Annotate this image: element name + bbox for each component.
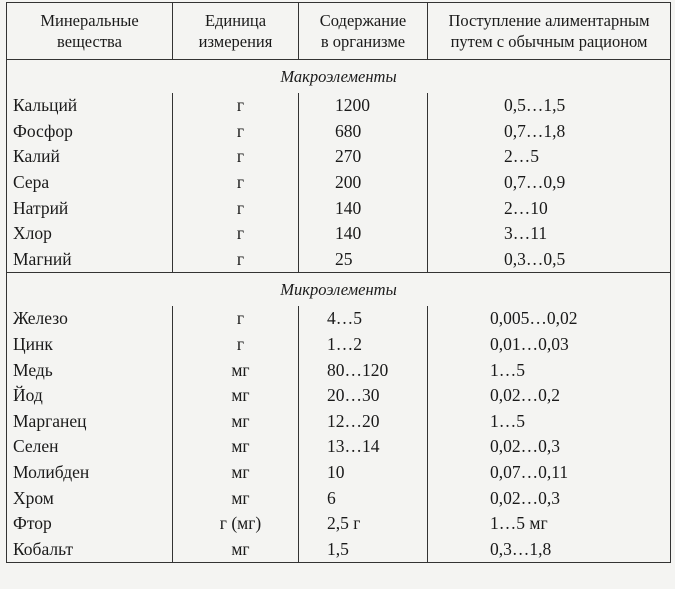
content-cell: 1200 bbox=[299, 93, 428, 119]
header-mineral-line1: Минеральные bbox=[40, 11, 139, 30]
intake-cell: 0,5…1,5 bbox=[428, 93, 671, 119]
table-row bbox=[7, 409, 671, 435]
intake-cell: 2…10 bbox=[428, 195, 671, 221]
intake-cell: 3…11 bbox=[428, 221, 671, 247]
content-cell: 1…2 bbox=[299, 332, 428, 358]
unit-cell: мг bbox=[173, 357, 299, 383]
section-macro-title: Макроэлементы bbox=[7, 60, 671, 94]
unit-cell: мг bbox=[173, 485, 299, 511]
unit-cell: мг bbox=[173, 409, 299, 435]
header-unit-line2: измерения bbox=[198, 32, 273, 51]
header-content-line2: в организме bbox=[320, 32, 406, 51]
table-row bbox=[7, 221, 671, 247]
table-row bbox=[7, 247, 671, 273]
content-cell: 25 bbox=[299, 247, 428, 273]
header-intake-line1: Поступление алиментарным bbox=[448, 11, 650, 30]
table-row bbox=[7, 485, 671, 511]
mineral-name-cell: Железо bbox=[7, 306, 173, 332]
mineral-name-cell: Фосфор bbox=[7, 119, 173, 145]
content-cell: 680 bbox=[299, 119, 428, 145]
header-intake bbox=[428, 3, 671, 60]
section-macro bbox=[7, 60, 671, 94]
table-row bbox=[7, 460, 671, 486]
intake-cell: 0,07…0,11 bbox=[428, 460, 671, 486]
mineral-name-cell: Медь bbox=[7, 357, 173, 383]
mineral-name-cell: Йод bbox=[7, 383, 173, 409]
unit-cell: г bbox=[173, 247, 299, 273]
header-content-line1: Содержание bbox=[319, 11, 407, 30]
unit-cell: мг bbox=[173, 434, 299, 460]
mineral-name-cell: Сера bbox=[7, 170, 173, 196]
unit-cell: мг bbox=[173, 537, 299, 563]
intake-cell: 1…5 bbox=[428, 409, 671, 435]
mineral-name-cell: Калий bbox=[7, 144, 173, 170]
content-cell: 10 bbox=[299, 460, 428, 486]
section-micro bbox=[7, 273, 671, 307]
table-row bbox=[7, 357, 671, 383]
content-cell: 2,5 г bbox=[299, 511, 428, 537]
header-intake-line2: путем с обычным рационом bbox=[450, 32, 648, 51]
intake-cell: 0,3…0,5 bbox=[428, 247, 671, 273]
intake-cell: 0,01…0,03 bbox=[428, 332, 671, 358]
mineral-table bbox=[6, 2, 671, 563]
table-body bbox=[7, 60, 671, 563]
intake-cell: 2…5 bbox=[428, 144, 671, 170]
table-row bbox=[7, 144, 671, 170]
intake-cell: 0,3…1,8 bbox=[428, 537, 671, 563]
table-row bbox=[7, 170, 671, 196]
unit-cell: г bbox=[173, 93, 299, 119]
mineral-name-cell: Хлор bbox=[7, 221, 173, 247]
mineral-name-cell: Цинк bbox=[7, 332, 173, 358]
table-header bbox=[7, 3, 671, 60]
content-cell: 200 bbox=[299, 170, 428, 196]
table-row bbox=[7, 511, 671, 537]
table-row bbox=[7, 93, 671, 119]
unit-cell: мг bbox=[173, 383, 299, 409]
table-row bbox=[7, 537, 671, 563]
header-mineral-line2: вещества bbox=[57, 32, 122, 51]
unit-cell: г bbox=[173, 119, 299, 145]
mineral-name-cell: Молибден bbox=[7, 460, 173, 486]
unit-cell: г bbox=[173, 306, 299, 332]
intake-cell: 0,7…1,8 bbox=[428, 119, 671, 145]
mineral-name-cell: Кобальт bbox=[7, 537, 173, 563]
intake-cell: 1…5 bbox=[428, 357, 671, 383]
mineral-name-cell: Кальций bbox=[7, 93, 173, 119]
header-unit bbox=[173, 3, 299, 60]
content-cell: 80…120 bbox=[299, 357, 428, 383]
unit-cell: г bbox=[173, 221, 299, 247]
table-row bbox=[7, 119, 671, 145]
content-cell: 4…5 bbox=[299, 306, 428, 332]
table-row bbox=[7, 306, 671, 332]
unit-cell: мг bbox=[173, 460, 299, 486]
intake-cell: 0,02…0,3 bbox=[428, 434, 671, 460]
content-cell: 20…30 bbox=[299, 383, 428, 409]
unit-cell: г bbox=[173, 170, 299, 196]
mineral-name-cell: Фтор bbox=[7, 511, 173, 537]
intake-cell: 0,7…0,9 bbox=[428, 170, 671, 196]
content-cell: 6 bbox=[299, 485, 428, 511]
unit-cell: г bbox=[173, 195, 299, 221]
unit-cell: г bbox=[173, 332, 299, 358]
unit-cell: г bbox=[173, 144, 299, 170]
intake-cell: 0,02…0,3 bbox=[428, 485, 671, 511]
content-cell: 140 bbox=[299, 221, 428, 247]
intake-cell: 0,005…0,02 bbox=[428, 306, 671, 332]
unit-cell: г (мг) bbox=[173, 511, 299, 537]
table-row bbox=[7, 332, 671, 358]
intake-cell: 1…5 мг bbox=[428, 511, 671, 537]
header-content bbox=[299, 3, 428, 60]
content-cell: 13…14 bbox=[299, 434, 428, 460]
section-micro-title: Микроэлементы bbox=[7, 273, 671, 307]
header-unit-line1: Единица bbox=[204, 11, 267, 30]
intake-cell: 0,02…0,2 bbox=[428, 383, 671, 409]
mineral-name-cell: Марганец bbox=[7, 409, 173, 435]
table-row bbox=[7, 383, 671, 409]
mineral-name-cell: Селен bbox=[7, 434, 173, 460]
mineral-name-cell: Хром bbox=[7, 485, 173, 511]
table-row bbox=[7, 434, 671, 460]
mineral-name-cell: Натрий bbox=[7, 195, 173, 221]
content-cell: 270 bbox=[299, 144, 428, 170]
content-cell: 140 bbox=[299, 195, 428, 221]
table-row bbox=[7, 195, 671, 221]
header-mineral bbox=[7, 3, 173, 60]
content-cell: 1,5 bbox=[299, 537, 428, 563]
mineral-name-cell: Магний bbox=[7, 247, 173, 273]
content-cell: 12…20 bbox=[299, 409, 428, 435]
